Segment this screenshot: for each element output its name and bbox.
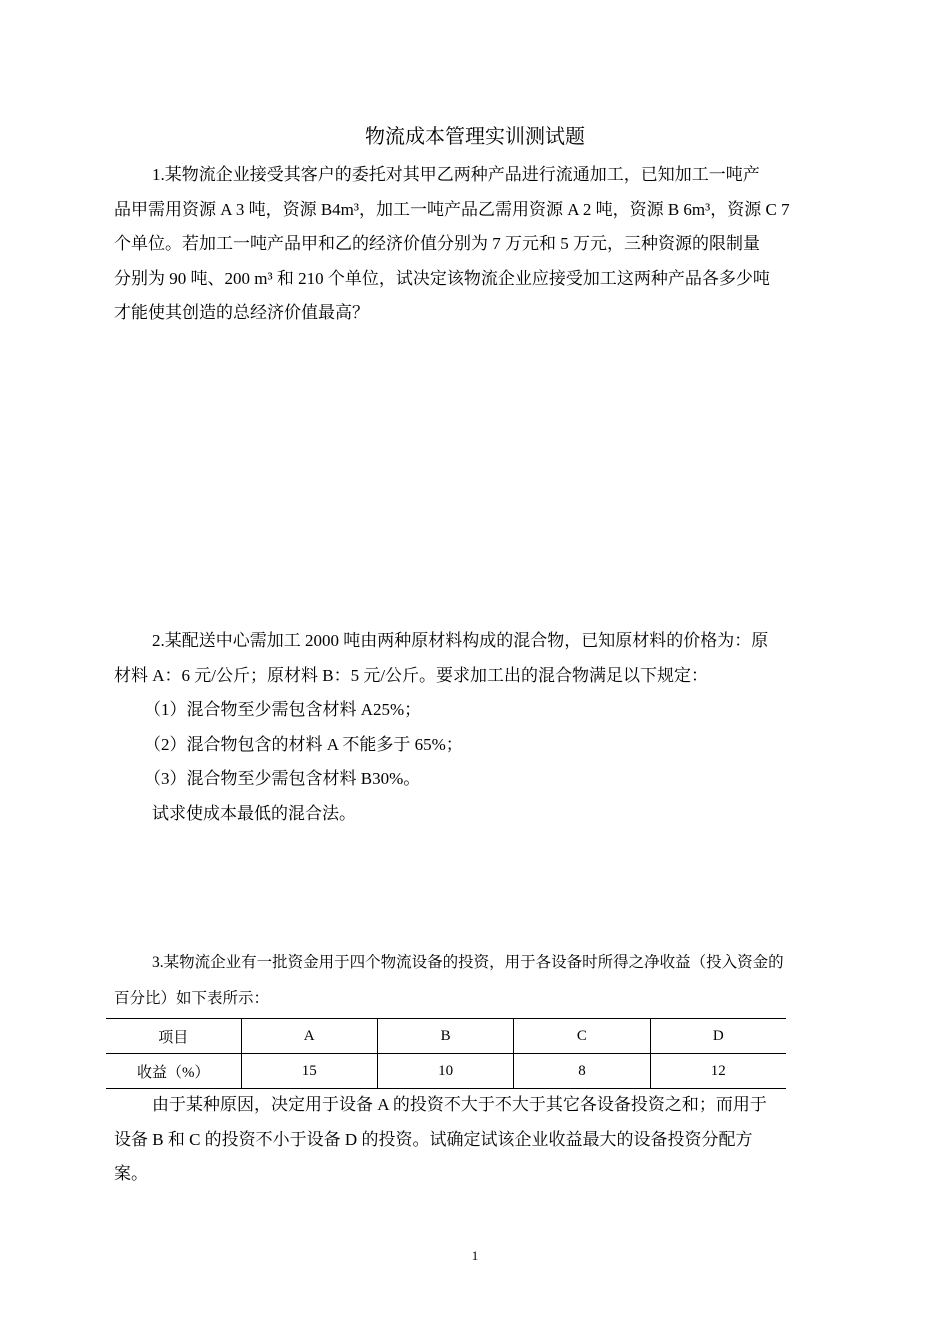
- question-3-line: 3.某物流企业有一批资金用于四个物流设备的投资，用于各设备时所得之净收益（投入资金的: [152, 954, 784, 971]
- page-number: 1: [471, 1248, 479, 1263]
- table-cell: 项目: [106, 1019, 241, 1054]
- table-cell: 8: [514, 1054, 650, 1089]
- question-2-condition: （1）混合物至少需包含材料 A25%；: [144, 700, 422, 719]
- table-cell: D: [650, 1019, 786, 1054]
- table-row: [106, 1054, 786, 1089]
- question-2-condition: （2）混合物包含的材料 A 不能多于 65%；: [144, 734, 463, 754]
- question-3-line: 案。: [114, 1164, 148, 1183]
- table-header-row: [106, 1019, 786, 1054]
- question-2-condition: （3）混合物至少需包含材料 B30%。: [144, 769, 421, 788]
- table-cell: 10: [377, 1054, 513, 1089]
- question-2-line: 2.某配送中心需加工 2000 吨由两种原材料构成的混合物，已知原材料的价格为：原: [152, 631, 769, 650]
- table-cell: A: [241, 1019, 377, 1054]
- question-2-line: 试求使成本最低的混合法。: [152, 803, 356, 823]
- question-1-line: 个单位。若加工一吨产品甲和乙的经济价值分别为 7 万元和 5 万元，三种资源的限制量: [114, 234, 760, 253]
- question-3-line: 由于某种原因，决定用于设备 A 的投资不大于不大于其它各设备投资之和；而用于: [152, 1095, 767, 1114]
- table-cell: 收益（%）: [106, 1054, 241, 1089]
- question-1-line: 才能使其创造的总经济价值最高？: [114, 303, 369, 322]
- returns-table: [106, 1018, 786, 1089]
- question-3-line: 百分比）如下表所示：: [114, 990, 270, 1007]
- document-title: 物流成本管理实训测试题: [365, 124, 585, 148]
- question-3-body: [114, 1088, 838, 1192]
- table-cell: B: [377, 1019, 513, 1054]
- question-2-line: 材料 A：6 元/公斤；原材料 B：5 元/公斤。要求加工出的混合物满足以下规定：: [114, 665, 709, 685]
- table-cell: C: [514, 1019, 650, 1054]
- question-3-line: 设备 B 和 C 的投资不小于设备 D 的投资。试确定试该企业收益最大的设备投资分配方: [114, 1129, 753, 1149]
- question-3-intro: [114, 945, 838, 1017]
- question-1-line: 分别为 90 吨、200 m³ 和 210 个单位，试决定该物流企业应接受加工这两种产品各多少吨: [114, 268, 770, 288]
- question-2: [114, 624, 838, 831]
- question-1-line: 品甲需用资源 A 3 吨，资源 B4m³，加工一吨产品乙需用资源 A 2 吨，资源 B 6m³，资源 C 7: [114, 199, 790, 219]
- table-cell: 12: [650, 1054, 786, 1089]
- question-1: [114, 158, 838, 331]
- question-1-line: 1.某物流企业接受其客户的委托对其甲乙两种产品进行流通加工，已知加工一吨产: [152, 165, 760, 184]
- table-cell: 15: [241, 1054, 377, 1089]
